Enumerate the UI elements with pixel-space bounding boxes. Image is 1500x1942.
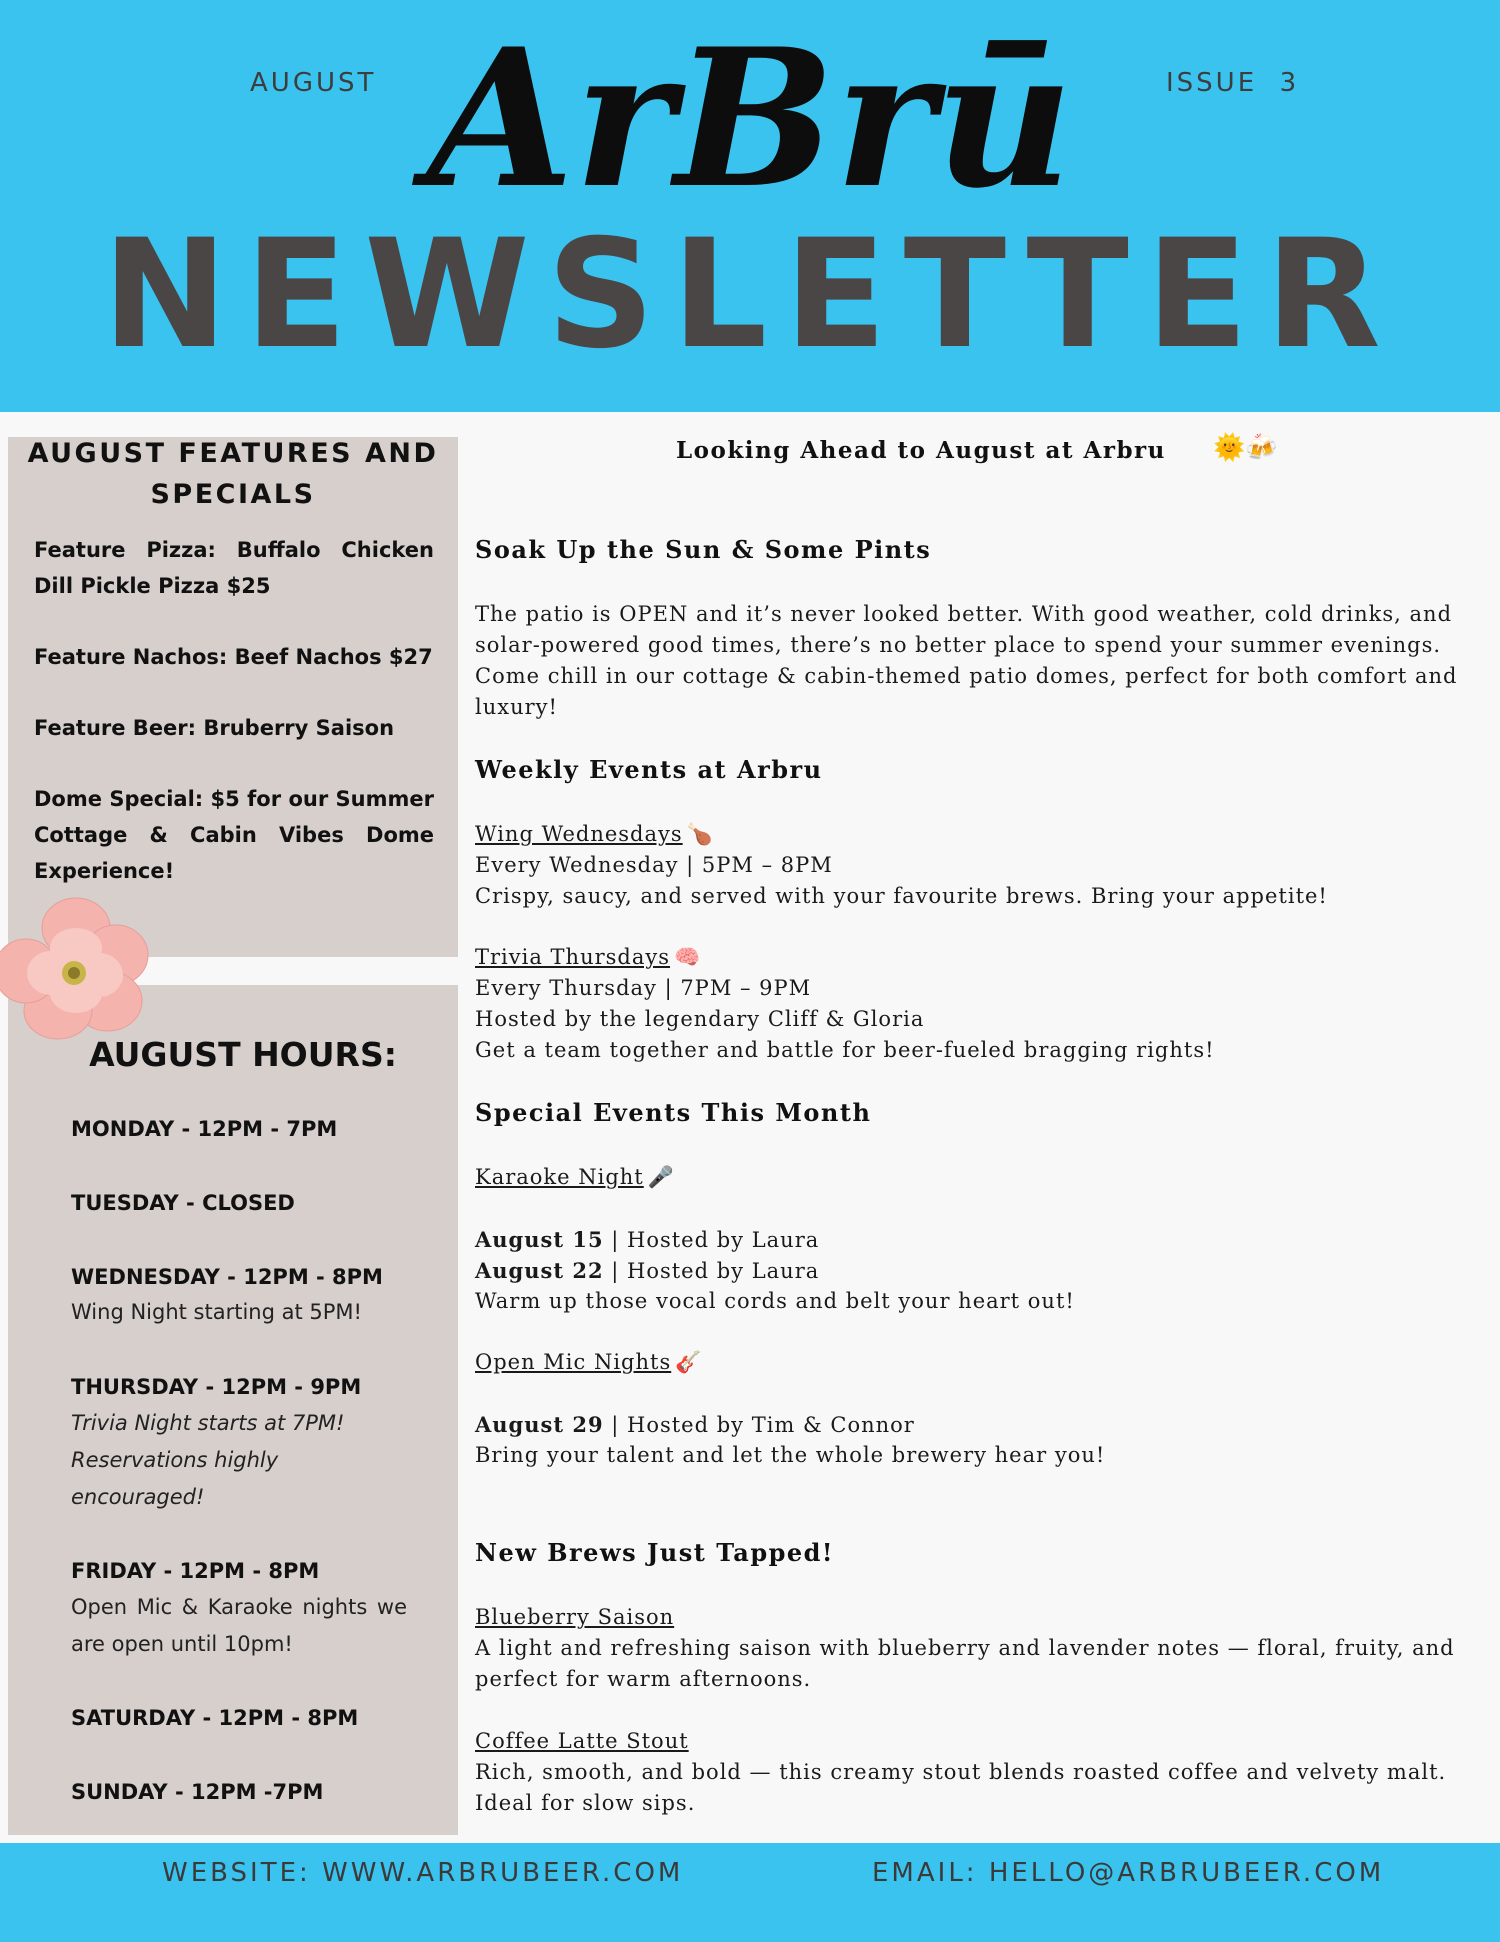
feature-nachos: Feature Nachos: Beef Nachos $27 xyxy=(34,645,433,669)
hours-friday: FRIDAY - 12PM - 8PM xyxy=(71,1559,320,1583)
microphone-icon: 🎤 xyxy=(647,1165,675,1189)
hours-thursday: THURSDAY - 12PM - 9PM xyxy=(71,1375,362,1399)
hours-heading: AUGUST HOURS: xyxy=(89,1035,397,1074)
open-mic-date-day: August 29 xyxy=(475,1412,604,1437)
karaoke-night-line xyxy=(475,1162,1485,1193)
flower-decoration xyxy=(0,893,156,1043)
hours-wednesday-note: Wing Night starting at 5PM! xyxy=(71,1300,362,1324)
feature-pizza: Feature Pizza: Buffalo Chicken Dill Pickle Pizza $25 xyxy=(34,538,434,598)
hours-sunday: SUNDAY - 12PM -7PM xyxy=(71,1780,324,1804)
karaoke-date-1 xyxy=(475,1224,1485,1256)
blueberry-saison-line xyxy=(475,1602,1485,1633)
open-mic-date-host: | Hosted by Tim & Connor xyxy=(603,1413,915,1437)
hours-saturday: SATURDAY - 12PM - 8PM xyxy=(71,1706,359,1730)
karaoke-night-title: Karaoke Night xyxy=(475,1165,644,1189)
coffee-latte-stout-desc: Rich, smooth, and bold — this creamy stout blends roasted coffee and velvety malt. Ideal for slow sips. xyxy=(475,1760,1447,1815)
hours-thursday-note: Trivia Night starts at 7PM! Reservations highly encouraged! xyxy=(71,1411,345,1509)
coffee-latte-stout-line xyxy=(475,1726,1485,1757)
looking-ahead-title: Looking Ahead to August at Arbru xyxy=(676,437,1166,464)
weekly-events-heading: Weekly Events at Arbru xyxy=(475,755,823,784)
blueberry-saison-title: Blueberry Saison xyxy=(475,1605,675,1629)
wing-wednesdays-line xyxy=(475,819,1485,850)
hours-monday: MONDAY - 12PM - 7PM xyxy=(71,1117,338,1141)
newsletter-title: NEWSLETTER xyxy=(102,208,1398,382)
open-mic-desc: Bring your talent and let the whole brewery hear you! xyxy=(475,1443,1106,1467)
karaoke-date-2-day: August 22 xyxy=(475,1258,604,1283)
sun-section-body: The patio is OPEN and it’s never looked better. With good weather, cold drinks, and solar-powered good times, there’s no better place to spend your summer evenings. Come chill in our cottage & cabin-themed patio domes, perfect for both comfort and luxury! xyxy=(475,602,1458,719)
feature-beer: Feature Beer: Bruberry Saison xyxy=(34,716,395,740)
feature-dome-special: Dome Special: $5 for our Summer Cottage & Cabin Vibes Dome Experience! xyxy=(34,787,434,883)
wing-wednesdays-time: Every Wednesday | 5PM – 8PM xyxy=(475,853,833,877)
karaoke-date-2 xyxy=(475,1255,1485,1287)
header-issue: ISSUE 3 xyxy=(1166,68,1300,98)
footer-website[interactable]: WEBSITE: WWW.ARBRUBEER.COM xyxy=(162,1858,684,1888)
header-month: AUGUST xyxy=(250,68,377,98)
trivia-thursdays-desc: Get a team together and battle for beer-fueled bragging rights! xyxy=(475,1038,1215,1062)
trivia-thursdays-time: Every Thursday | 7PM – 9PM xyxy=(475,976,812,1000)
brain-icon: 🧠 xyxy=(674,945,702,969)
open-mic-line xyxy=(475,1347,1485,1378)
guitar-icon: 🎸 xyxy=(675,1350,703,1374)
coffee-latte-stout-title: Coffee Latte Stout xyxy=(475,1729,689,1753)
karaoke-date-1-host: | Hosted by Laura xyxy=(603,1228,820,1252)
karaoke-desc: Warm up those vocal cords and belt your heart out! xyxy=(475,1289,1075,1313)
sun-section-heading: Soak Up the Sun & Some Pints xyxy=(475,535,932,564)
hours-wednesday: WEDNESDAY - 12PM - 8PM xyxy=(71,1265,383,1289)
trivia-thursdays-host: Hosted by the legendary Cliff & Gloria xyxy=(475,1007,925,1031)
arbru-logo xyxy=(370,10,1130,230)
open-mic-date xyxy=(475,1409,1485,1441)
features-heading: AUGUST FEATURES AND SPECIALS xyxy=(27,438,439,510)
logo-text: ArBrū xyxy=(426,10,1074,230)
footer-email[interactable]: EMAIL: HELLO@ARBRUBEER.COM xyxy=(872,1858,1385,1888)
hours-tuesday: TUESDAY - CLOSED xyxy=(71,1191,295,1215)
karaoke-date-1-day: August 15 xyxy=(475,1227,604,1252)
hours-friday-note: Open Mic & Karaoke nights we are open until 10pm! xyxy=(71,1595,407,1656)
special-events-heading: Special Events This Month xyxy=(475,1098,872,1127)
karaoke-date-2-host: | Hosted by Laura xyxy=(603,1259,820,1283)
open-mic-title: Open Mic Nights xyxy=(475,1350,672,1374)
trivia-thursdays-line xyxy=(475,942,1485,973)
blueberry-saison-desc: A light and refreshing saison with blueberry and lavender notes — floral, fruity, and perfect for warm afternoons. xyxy=(475,1636,1455,1691)
wing-wednesdays-title: Wing Wednesdays xyxy=(475,822,683,846)
new-brews-heading: New Brews Just Tapped! xyxy=(475,1538,834,1567)
trivia-thursdays-title: Trivia Thursdays xyxy=(475,945,671,969)
drumstick-icon: 🍗 xyxy=(686,822,714,846)
sun-beer-icon: 🌞🍻 xyxy=(1213,433,1278,463)
wing-wednesdays-desc: Crispy, saucy, and served with your favourite brews. Bring your appetite! xyxy=(475,884,1328,908)
